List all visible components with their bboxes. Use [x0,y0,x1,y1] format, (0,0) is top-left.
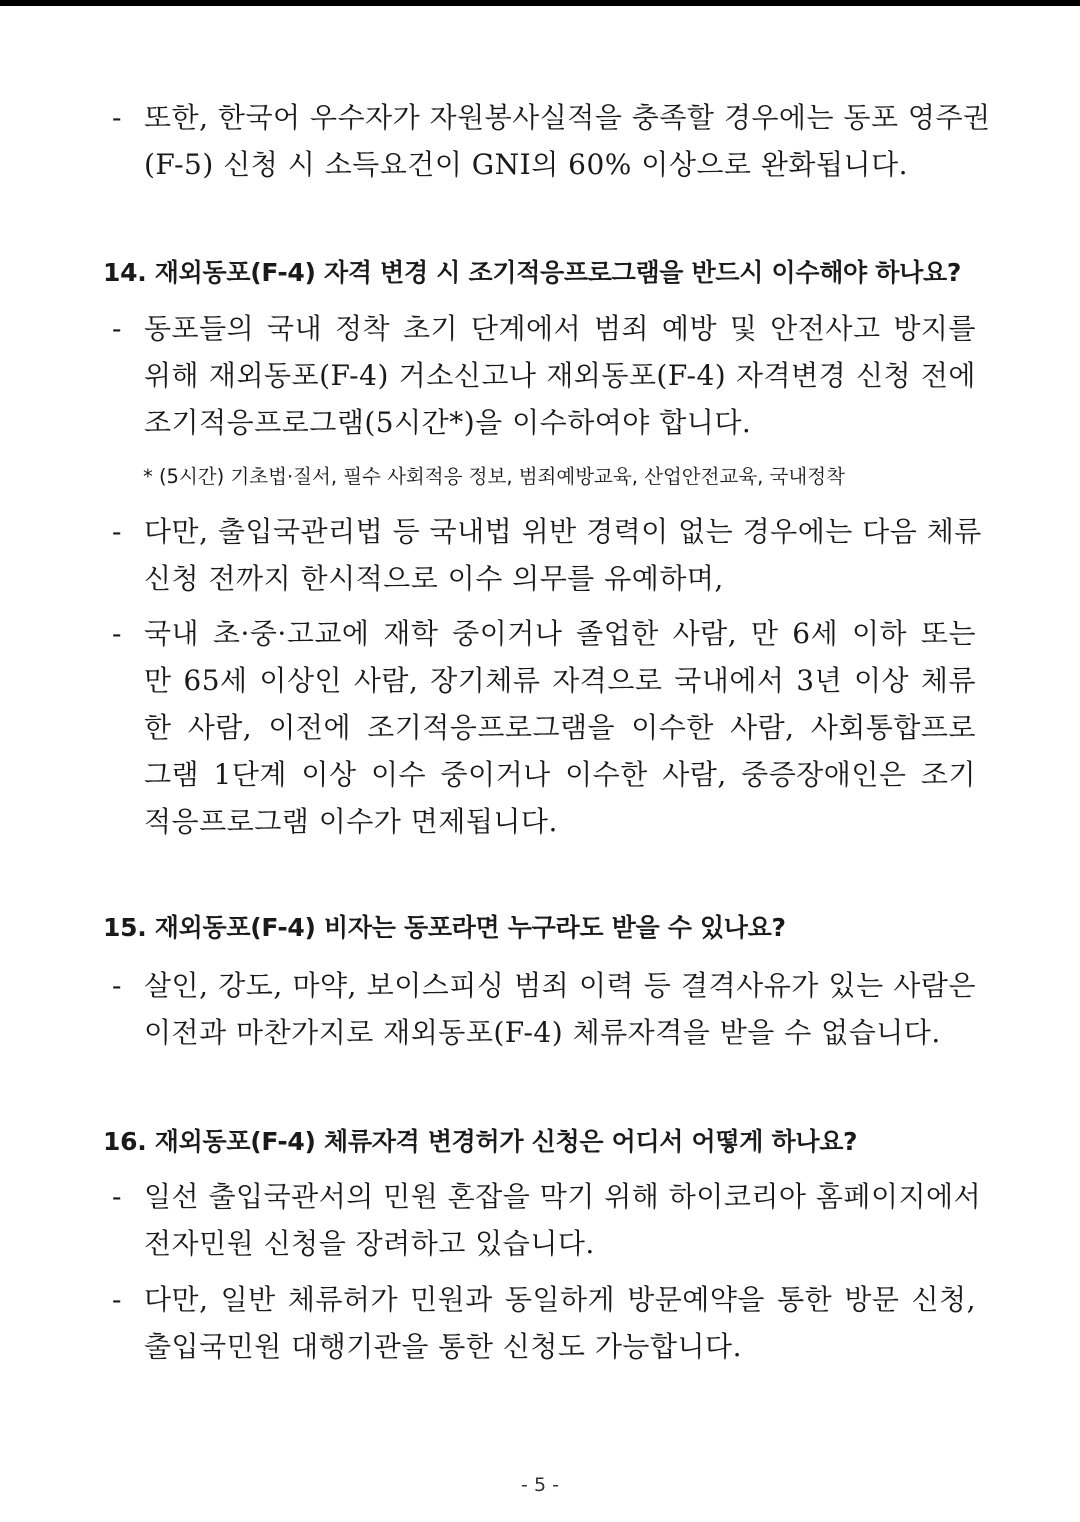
paragraph-line: 한 사람, 이전에 조기적응프로그램을 이수한 사람, 사회통합프로 [144,711,976,744]
bullet-dash: - [112,312,122,345]
bullet-dash: - [112,1283,122,1316]
paragraph-line: 일선 출입국관서의 민원 혼잡을 막기 위해 하이코리아 홈페이지에서 [144,1180,982,1213]
q15-answer-1 [108,962,1008,1056]
page-number: - 5 - [521,1474,559,1496]
question-16-heading: 16. 재외동포(F-4) 체류자격 변경허가 신청은 어디서 어떻게 하나요? [103,1127,858,1156]
paragraph-line: 신청 전까지 한시적으로 이수 의무를 유예하며, [144,562,724,595]
paragraph-line: 국내 초·중·고교에 재학 중이거나 졸업한 사람, 만 6세 이하 또는 [144,617,976,650]
paragraph-line: (F-5) 신청 시 소득요건이 GNI의 60% 이상으로 완화됩니다. [144,148,909,181]
question-14-heading: 14. 재외동포(F-4) 자격 변경 시 조기적응프로그램을 반드시 이수해야 하나요? [103,258,962,287]
bullet-dash: - [112,969,122,1002]
paragraph-line: 다만, 일반 체류허가 민원과 동일하게 방문예약을 통한 방문 신청, [144,1283,976,1316]
paragraph-line: 이전과 마찬가지로 재외동포(F-4) 체류자격을 받을 수 없습니다. [144,1016,941,1049]
paragraph-line: 살인, 강도, 마약, 보이스피싱 범죄 이력 등 결격사유가 있는 사람은 [144,969,976,1002]
bullet-dash: - [112,101,122,134]
paragraph-line: 조기적응프로그램(5시간*)을 이수하여야 합니다. [144,406,752,439]
bullet-dash: - [112,1180,122,1213]
q16-answer-1 [108,1173,1008,1267]
q14-answer-2 [108,508,1008,602]
q16-answer-2 [108,1276,1008,1370]
paragraph-line: 그램 1단계 이상 이수 중이거나 이수한 사람, 중증장애인은 조기 [144,758,976,791]
bullet-dash: - [112,515,122,548]
question-15-heading: 15. 재외동포(F-4) 비자는 동포라면 누구라도 받을 수 있나요? [103,913,786,942]
paragraph-line: 전자민원 신청을 장려하고 있습니다. [144,1227,595,1260]
paragraph-line: 다만, 출입국관리법 등 국내법 위반 경력이 없는 경우에는 다음 체류 [144,515,982,548]
paragraph-line: 출입국민원 대행기관을 통한 신청도 가능합니다. [144,1330,742,1363]
intro-paragraph [108,94,1008,188]
paragraph-line: 동포들의 국내 정착 초기 단계에서 범죄 예방 및 안전사고 방지를 [144,312,976,345]
top-edge-bar [0,0,1080,6]
paragraph-line: 적응프로그램 이수가 면제됩니다. [144,805,558,838]
bullet-dash: - [112,617,122,650]
paragraph-line: 위해 재외동포(F-4) 거소신고나 재외동포(F-4) 자격변경 신청 전에 [144,359,976,392]
q14-answer-1 [108,305,1008,446]
paragraph-line: 만 65세 이상인 사람, 장기체류 자격으로 국내에서 3년 이상 체류 [144,664,976,697]
paragraph-line: 또한, 한국어 우수자가 자원봉사실적을 충족할 경우에는 동포 영주권 [144,101,991,134]
q14-footnote: * (5시간) 기초법·질서, 필수 사회적응 정보, 범죄예방교육, 산업안전교육, 국내정착 [143,465,845,488]
q14-answer-3 [108,610,1008,845]
